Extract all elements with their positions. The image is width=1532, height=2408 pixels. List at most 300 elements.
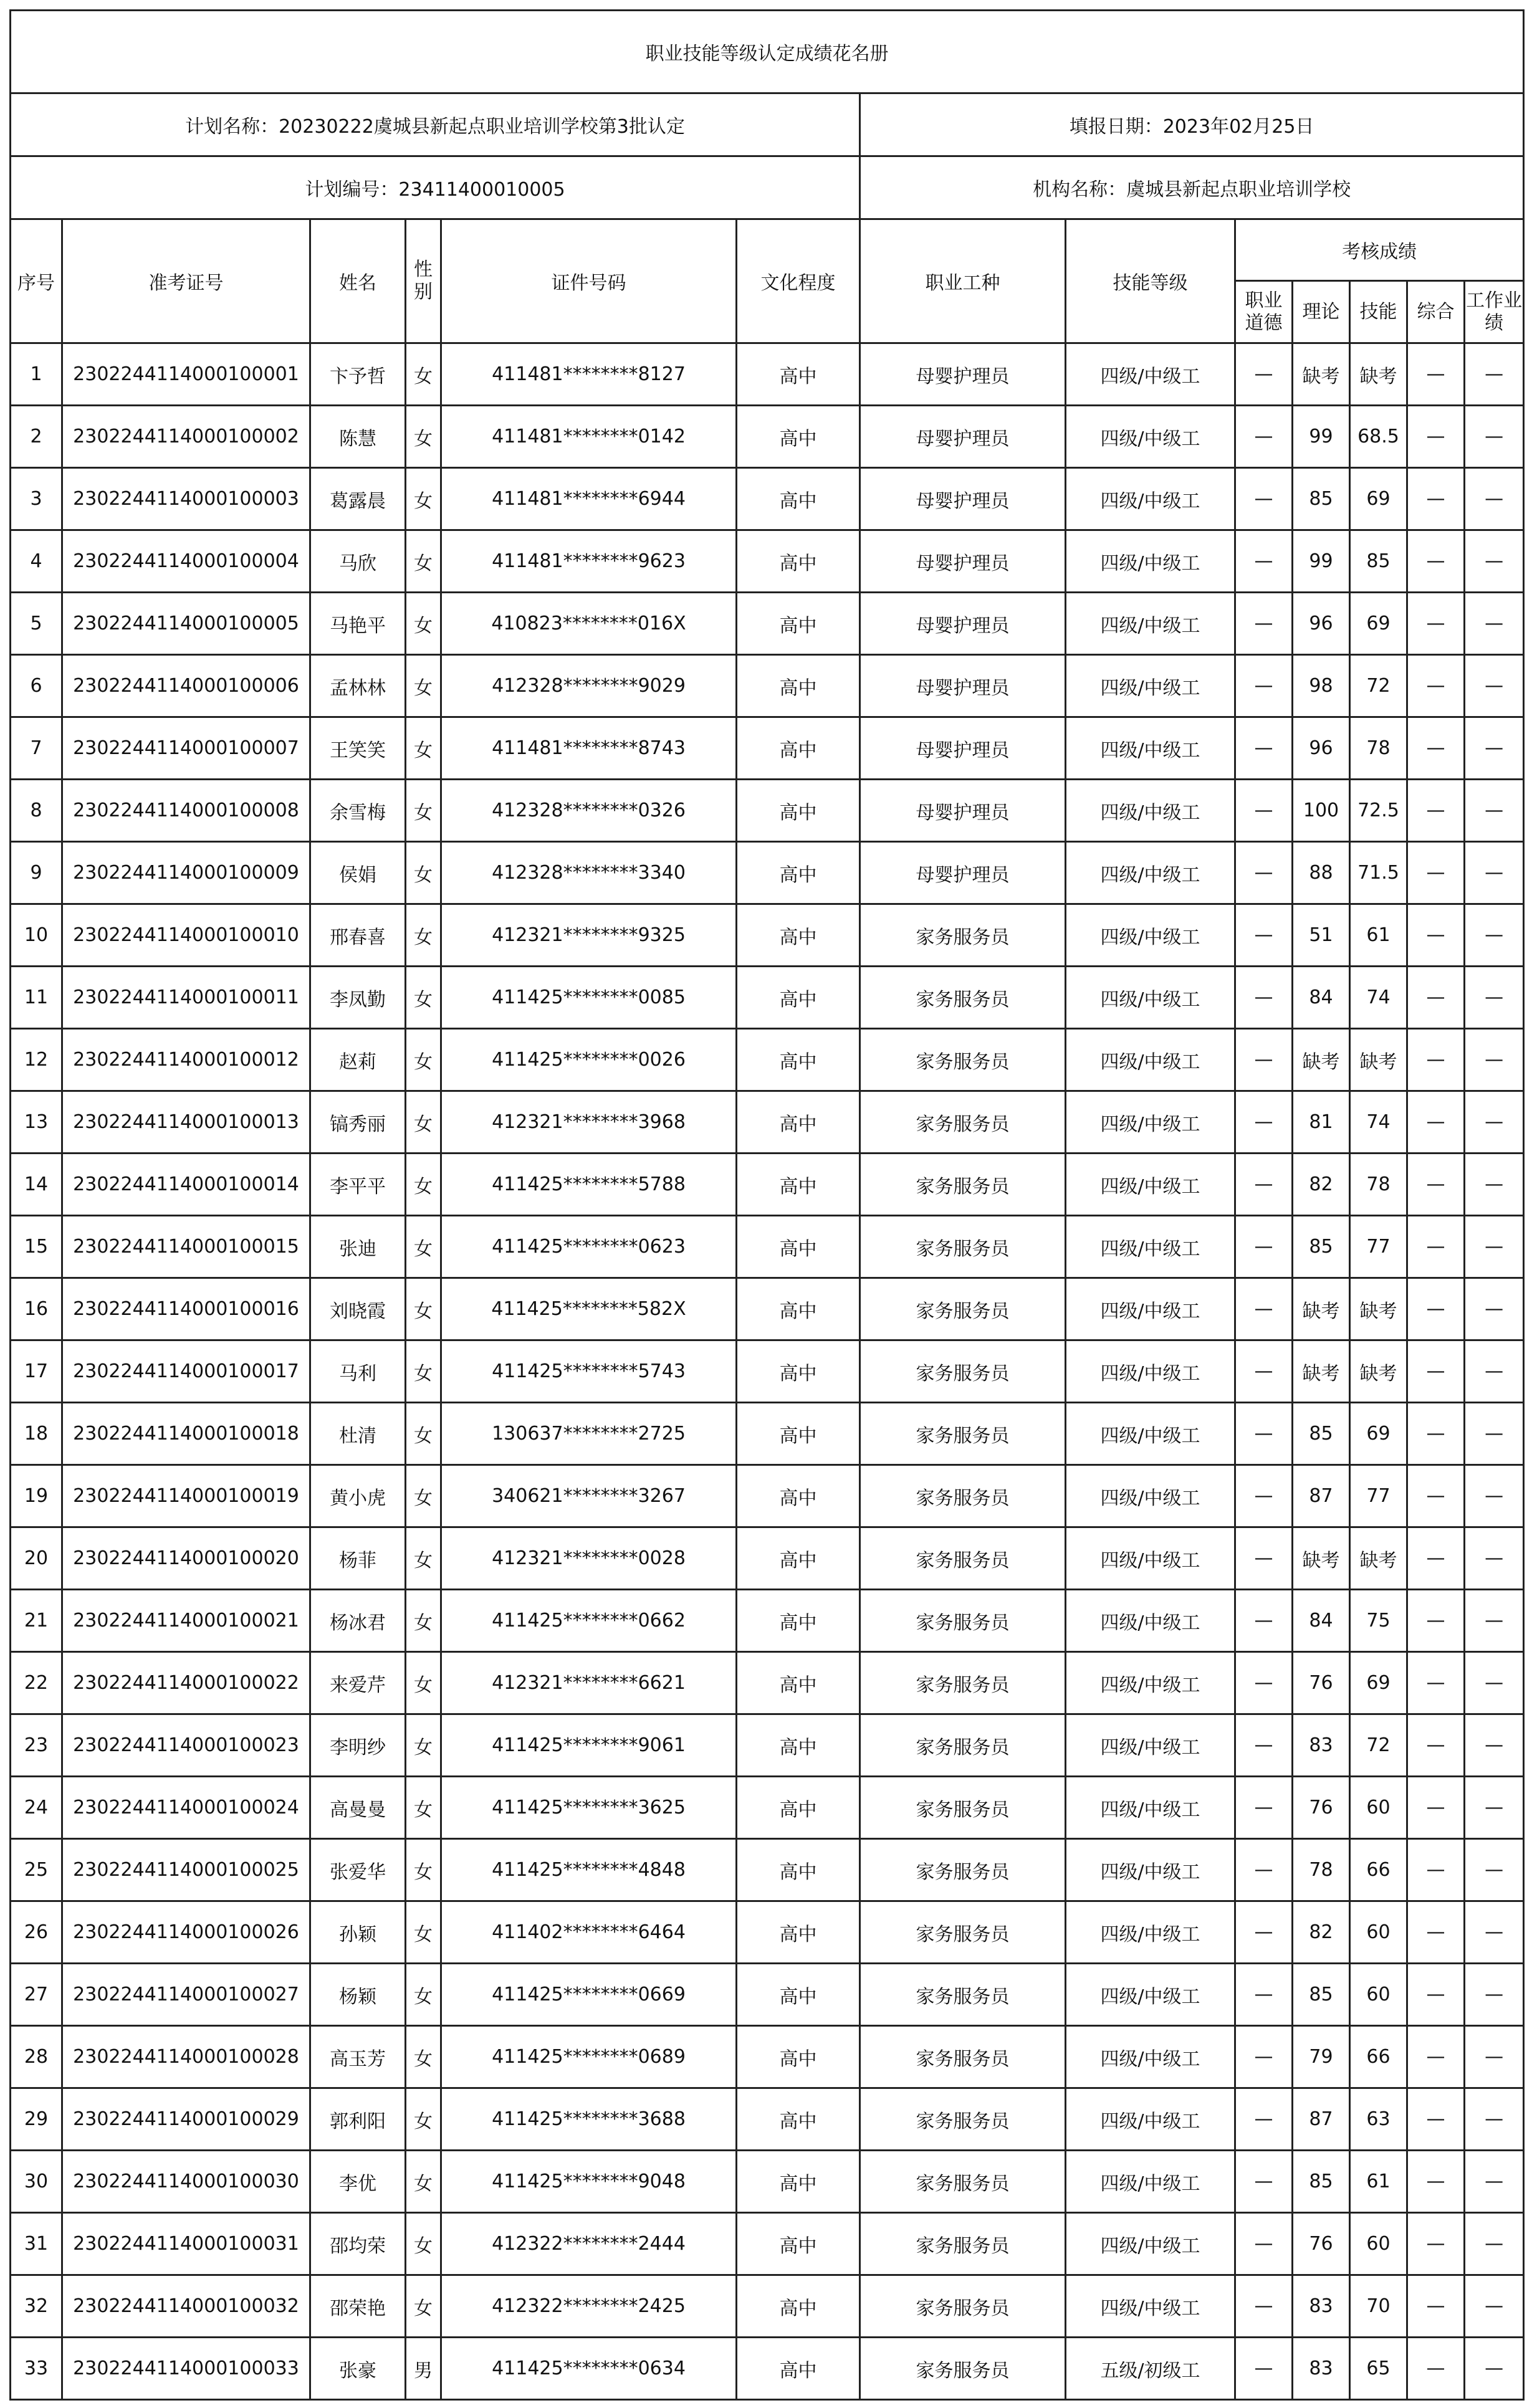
table-row — [11, 1964, 1524, 2026]
table-row — [11, 1777, 1524, 1839]
cell-skill: 69 — [1350, 593, 1407, 655]
cell-gender: 女 — [406, 1652, 441, 1714]
cell-gender: 女 — [406, 1403, 441, 1465]
cell-gender: 女 — [406, 1216, 441, 1278]
cell-skill: 缺考 — [1350, 1340, 1407, 1403]
cell-occupation: 母婴护理员 — [860, 655, 1066, 717]
cell-ethics: — — [1235, 2213, 1293, 2275]
cell-gender: 女 — [406, 1154, 441, 1216]
cell-work: — — [1465, 2338, 1524, 2400]
cell-gender: 女 — [406, 1340, 441, 1403]
cell-occupation: 家务服务员 — [860, 2338, 1066, 2400]
cell-education: 高中 — [737, 967, 860, 1029]
cell-work: — — [1465, 2213, 1524, 2275]
cell-work: — — [1465, 1839, 1524, 1901]
cell-seq: 25 — [11, 1839, 62, 1901]
cell-skill: 78 — [1350, 717, 1407, 780]
cell-overall: — — [1407, 468, 1465, 530]
cell-education: 高中 — [737, 2213, 860, 2275]
cell-overall: — — [1407, 655, 1465, 717]
cell-ethics: — — [1235, 1091, 1293, 1154]
cell-overall: — — [1407, 2088, 1465, 2151]
cell-occupation: 家务服务员 — [860, 1590, 1066, 1652]
cell-occupation: 母婴护理员 — [860, 343, 1066, 406]
cell-gender: 女 — [406, 1901, 441, 1964]
cell-occupation: 家务服务员 — [860, 1964, 1066, 2026]
cell-ethics: — — [1235, 1901, 1293, 1964]
cell-name: 余雪梅 — [310, 780, 406, 842]
cell-id-no: 411425********4848 — [441, 1839, 737, 1901]
cell-ethics: — — [1235, 530, 1293, 593]
cell-skill: 66 — [1350, 2026, 1407, 2088]
cell-id-no: 412321********3968 — [441, 1091, 737, 1154]
cell-work: — — [1465, 406, 1524, 468]
cell-theory: 99 — [1293, 530, 1350, 593]
cell-level: 四级/中级工 — [1066, 1465, 1235, 1527]
cell-id-no: 411425********5788 — [441, 1154, 737, 1216]
header-occupation: 职业工种 — [860, 219, 1066, 343]
cell-exam-no: 2302244114000100027 — [62, 1964, 310, 2026]
cell-theory: 缺考 — [1293, 343, 1350, 406]
cell-id-no: 412321********6621 — [441, 1652, 737, 1714]
table-row — [11, 1154, 1524, 1216]
cell-skill: 61 — [1350, 2151, 1407, 2213]
cell-education: 高中 — [737, 1964, 860, 2026]
cell-level: 四级/中级工 — [1066, 1839, 1235, 1901]
cell-name: 李明纱 — [310, 1714, 406, 1777]
cell-education: 高中 — [737, 842, 860, 904]
table-row — [11, 1029, 1524, 1091]
cell-exam-no: 2302244114000100016 — [62, 1278, 310, 1340]
cell-education: 高中 — [737, 1340, 860, 1403]
cell-education: 高中 — [737, 2275, 860, 2338]
cell-occupation: 母婴护理员 — [860, 468, 1066, 530]
cell-education: 高中 — [737, 717, 860, 780]
cell-exam-no: 2302244114000100017 — [62, 1340, 310, 1403]
cell-level: 四级/中级工 — [1066, 1154, 1235, 1216]
fill-date-cell — [860, 93, 1524, 156]
cell-ethics: — — [1235, 1527, 1293, 1590]
cell-work: — — [1465, 1029, 1524, 1091]
cell-overall: — — [1407, 1340, 1465, 1403]
cell-skill: 77 — [1350, 1216, 1407, 1278]
cell-level: 四级/中级工 — [1066, 904, 1235, 967]
cell-ethics: — — [1235, 1777, 1293, 1839]
cell-education: 高中 — [737, 1714, 860, 1777]
header-scores: 考核成绩 — [1235, 219, 1524, 281]
cell-name: 郭利阳 — [310, 2088, 406, 2151]
cell-occupation: 家务服务员 — [860, 2026, 1066, 2088]
cell-seq: 14 — [11, 1154, 62, 1216]
cell-exam-no: 2302244114000100031 — [62, 2213, 310, 2275]
cell-exam-no: 2302244114000100028 — [62, 2026, 310, 2088]
cell-occupation: 家务服务员 — [860, 2213, 1066, 2275]
cell-seq: 22 — [11, 1652, 62, 1714]
cell-theory: 82 — [1293, 1901, 1350, 1964]
cell-ethics: — — [1235, 967, 1293, 1029]
cell-education: 高中 — [737, 1216, 860, 1278]
cell-skill: 61 — [1350, 904, 1407, 967]
cell-seq: 20 — [11, 1527, 62, 1590]
cell-skill: 72 — [1350, 655, 1407, 717]
cell-seq: 15 — [11, 1216, 62, 1278]
cell-level: 四级/中级工 — [1066, 717, 1235, 780]
plan-no-label: 计划编号： — [305, 179, 399, 201]
cell-education: 高中 — [737, 1590, 860, 1652]
cell-occupation: 母婴护理员 — [860, 842, 1066, 904]
cell-education: 高中 — [737, 2151, 860, 2213]
cell-name: 侯娟 — [310, 842, 406, 904]
cell-gender: 女 — [406, 1278, 441, 1340]
cell-seq: 30 — [11, 2151, 62, 2213]
cell-occupation: 家务服务员 — [860, 2275, 1066, 2338]
cell-gender: 女 — [406, 1465, 441, 1527]
table-row — [11, 2088, 1524, 2151]
cell-exam-no: 2302244114000100002 — [62, 406, 310, 468]
org-label: 机构名称： — [1033, 179, 1127, 201]
cell-work: — — [1465, 343, 1524, 406]
cell-level: 四级/中级工 — [1066, 1964, 1235, 2026]
table-row — [11, 1652, 1524, 1714]
cell-theory: 85 — [1293, 1216, 1350, 1278]
cell-education: 高中 — [737, 593, 860, 655]
cell-name: 赵莉 — [310, 1029, 406, 1091]
table-row — [11, 2338, 1524, 2400]
cell-exam-no: 2302244114000100008 — [62, 780, 310, 842]
header-exam-no: 准考证号 — [62, 219, 310, 343]
cell-ethics: — — [1235, 406, 1293, 468]
cell-seq: 29 — [11, 2088, 62, 2151]
cell-seq: 21 — [11, 1590, 62, 1652]
cell-work: — — [1465, 717, 1524, 780]
header-theory: 理论 — [1293, 281, 1350, 343]
cell-ethics: — — [1235, 780, 1293, 842]
cell-overall: — — [1407, 842, 1465, 904]
cell-education: 高中 — [737, 1029, 860, 1091]
cell-gender: 女 — [406, 904, 441, 967]
org-name: 虞城县新起点职业培训学校 — [1126, 179, 1351, 201]
cell-work: — — [1465, 1340, 1524, 1403]
cell-ethics: — — [1235, 1964, 1293, 2026]
cell-name: 来爱芹 — [310, 1652, 406, 1714]
cell-name: 邵荣艳 — [310, 2275, 406, 2338]
cell-skill: 74 — [1350, 1091, 1407, 1154]
cell-skill: 72 — [1350, 1714, 1407, 1777]
cell-name: 黄小虎 — [310, 1465, 406, 1527]
cell-occupation: 母婴护理员 — [860, 717, 1066, 780]
cell-skill: 69 — [1350, 468, 1407, 530]
cell-ethics: — — [1235, 593, 1293, 655]
cell-id-no: 411425********0085 — [441, 967, 737, 1029]
cell-work: — — [1465, 530, 1524, 593]
cell-exam-no: 2302244114000100026 — [62, 1901, 310, 1964]
cell-level: 四级/中级工 — [1066, 2026, 1235, 2088]
cell-occupation: 家务服务员 — [860, 1777, 1066, 1839]
cell-id-no: 411425********3625 — [441, 1777, 737, 1839]
cell-level: 四级/中级工 — [1066, 1527, 1235, 1590]
cell-seq: 26 — [11, 1901, 62, 1964]
table-row — [11, 904, 1524, 967]
cell-skill: 75 — [1350, 1590, 1407, 1652]
page-title: 职业技能等级认定成绩花名册 — [11, 11, 1524, 93]
cell-name: 杨颖 — [310, 1964, 406, 2026]
cell-occupation: 家务服务员 — [860, 2088, 1066, 2151]
cell-theory: 84 — [1293, 1590, 1350, 1652]
table-row — [11, 1839, 1524, 1901]
cell-name: 孟林林 — [310, 655, 406, 717]
table-row — [11, 1216, 1524, 1278]
cell-theory: 96 — [1293, 593, 1350, 655]
cell-exam-no: 2302244114000100006 — [62, 655, 310, 717]
table-row — [11, 593, 1524, 655]
cell-work: — — [1465, 780, 1524, 842]
cell-ethics: — — [1235, 343, 1293, 406]
cell-exam-no: 2302244114000100032 — [62, 2275, 310, 2338]
cell-id-no: 411425********9061 — [441, 1714, 737, 1777]
cell-work: — — [1465, 1714, 1524, 1777]
cell-gender: 女 — [406, 1590, 441, 1652]
cell-theory: 76 — [1293, 1652, 1350, 1714]
cell-theory: 96 — [1293, 717, 1350, 780]
cell-exam-no: 2302244114000100018 — [62, 1403, 310, 1465]
fill-date: 2023年02月25日 — [1162, 116, 1314, 138]
cell-exam-no: 2302244114000100012 — [62, 1029, 310, 1091]
cell-work: — — [1465, 2275, 1524, 2338]
table-row — [11, 1465, 1524, 1527]
cell-education: 高中 — [737, 1091, 860, 1154]
cell-level: 四级/中级工 — [1066, 967, 1235, 1029]
cell-overall: — — [1407, 1901, 1465, 1964]
cell-id-no: 411425********9048 — [441, 2151, 737, 2213]
cell-ethics: — — [1235, 655, 1293, 717]
cell-gender: 女 — [406, 1839, 441, 1901]
cell-ethics: — — [1235, 1154, 1293, 1216]
cell-gender: 女 — [406, 1714, 441, 1777]
cell-work: — — [1465, 967, 1524, 1029]
table-row — [11, 2151, 1524, 2213]
plan-name-cell — [11, 93, 860, 156]
cell-level: 四级/中级工 — [1066, 2151, 1235, 2213]
table-row — [11, 343, 1524, 406]
table-row — [11, 780, 1524, 842]
cell-theory: 81 — [1293, 1091, 1350, 1154]
cell-theory: 87 — [1293, 2088, 1350, 2151]
table-row — [11, 2026, 1524, 2088]
cell-gender: 女 — [406, 655, 441, 717]
cell-education: 高中 — [737, 1278, 860, 1340]
cell-theory: 85 — [1293, 1964, 1350, 2026]
cell-occupation: 母婴护理员 — [860, 530, 1066, 593]
cell-work: — — [1465, 1964, 1524, 2026]
cell-education: 高中 — [737, 1901, 860, 1964]
cell-exam-no: 2302244114000100019 — [62, 1465, 310, 1527]
cell-theory: 83 — [1293, 1714, 1350, 1777]
cell-id-no: 411425********3688 — [441, 2088, 737, 2151]
header-education: 文化程度 — [737, 219, 860, 343]
header-overall: 综合 — [1407, 281, 1465, 343]
cell-education: 高中 — [737, 2026, 860, 2088]
cell-level: 四级/中级工 — [1066, 1777, 1235, 1839]
cell-theory: 78 — [1293, 1839, 1350, 1901]
cell-overall: — — [1407, 780, 1465, 842]
cell-overall: — — [1407, 717, 1465, 780]
cell-id-no: 411425********5743 — [441, 1340, 737, 1403]
cell-name: 孙颖 — [310, 1901, 406, 1964]
cell-education: 高中 — [737, 904, 860, 967]
cell-ethics: — — [1235, 904, 1293, 967]
plan-name-label: 计划名称： — [185, 116, 279, 138]
cell-seq: 24 — [11, 1777, 62, 1839]
cell-seq: 7 — [11, 717, 62, 780]
cell-gender: 女 — [406, 468, 441, 530]
cell-level: 四级/中级工 — [1066, 1091, 1235, 1154]
cell-occupation: 家务服务员 — [860, 967, 1066, 1029]
cell-id-no: 412322********2425 — [441, 2275, 737, 2338]
cell-seq: 17 — [11, 1340, 62, 1403]
cell-id-no: 411481********8743 — [441, 717, 737, 780]
cell-theory: 100 — [1293, 780, 1350, 842]
cell-id-no: 411425********0662 — [441, 1590, 737, 1652]
cell-ethics: — — [1235, 1714, 1293, 1777]
cell-theory: 76 — [1293, 1777, 1350, 1839]
cell-overall: — — [1407, 1029, 1465, 1091]
cell-theory: 85 — [1293, 2151, 1350, 2213]
table-row — [11, 1590, 1524, 1652]
cell-ethics: — — [1235, 1839, 1293, 1901]
table-row — [11, 1278, 1524, 1340]
cell-occupation: 家务服务员 — [860, 1527, 1066, 1590]
cell-education: 高中 — [737, 530, 860, 593]
cell-work: — — [1465, 1652, 1524, 1714]
cell-theory: 缺考 — [1293, 1029, 1350, 1091]
cell-exam-no: 2302244114000100020 — [62, 1527, 310, 1590]
cell-exam-no: 2302244114000100033 — [62, 2338, 310, 2400]
cell-id-no: 411481********9623 — [441, 530, 737, 593]
cell-overall: — — [1407, 1714, 1465, 1777]
cell-occupation: 家务服务员 — [860, 1403, 1066, 1465]
cell-id-no: 411481********6944 — [441, 468, 737, 530]
cell-seq: 23 — [11, 1714, 62, 1777]
cell-ethics: — — [1235, 2151, 1293, 2213]
cell-education: 高中 — [737, 1652, 860, 1714]
cell-education: 高中 — [737, 468, 860, 530]
cell-exam-no: 2302244114000100029 — [62, 2088, 310, 2151]
cell-name: 高玉芳 — [310, 2026, 406, 2088]
cell-skill: 68.5 — [1350, 406, 1407, 468]
cell-level: 四级/中级工 — [1066, 1029, 1235, 1091]
cell-occupation: 家务服务员 — [860, 1340, 1066, 1403]
cell-level: 五级/初级工 — [1066, 2338, 1235, 2400]
cell-education: 高中 — [737, 2088, 860, 2151]
org-cell — [860, 156, 1524, 219]
cell-skill: 72.5 — [1350, 780, 1407, 842]
cell-theory: 76 — [1293, 2213, 1350, 2275]
cell-seq: 16 — [11, 1278, 62, 1340]
cell-level: 四级/中级工 — [1066, 1403, 1235, 1465]
cell-theory: 84 — [1293, 967, 1350, 1029]
cell-ethics: — — [1235, 1216, 1293, 1278]
cell-seq: 10 — [11, 904, 62, 967]
cell-theory: 85 — [1293, 1403, 1350, 1465]
cell-skill: 60 — [1350, 1777, 1407, 1839]
cell-level: 四级/中级工 — [1066, 1714, 1235, 1777]
cell-seq: 32 — [11, 2275, 62, 2338]
cell-level: 四级/中级工 — [1066, 406, 1235, 468]
cell-exam-no: 2302244114000100025 — [62, 1839, 310, 1901]
cell-overall: — — [1407, 1154, 1465, 1216]
cell-overall: — — [1407, 1278, 1465, 1340]
cell-skill: 63 — [1350, 2088, 1407, 2151]
cell-id-no: 411425********0623 — [441, 1216, 737, 1278]
cell-gender: 女 — [406, 2088, 441, 2151]
cell-gender: 女 — [406, 2151, 441, 2213]
cell-level: 四级/中级工 — [1066, 1901, 1235, 1964]
cell-overall: — — [1407, 1964, 1465, 2026]
cell-overall: — — [1407, 1777, 1465, 1839]
table-row — [11, 1091, 1524, 1154]
cell-theory: 缺考 — [1293, 1340, 1350, 1403]
cell-name: 镐秀丽 — [310, 1091, 406, 1154]
table-row — [11, 468, 1524, 530]
header-ethics: 职业道德 — [1235, 281, 1293, 343]
cell-theory: 缺考 — [1293, 1527, 1350, 1590]
cell-theory: 85 — [1293, 468, 1350, 530]
cell-name: 张豪 — [310, 2338, 406, 2400]
header-skill: 技能 — [1350, 281, 1407, 343]
cell-work: — — [1465, 468, 1524, 530]
cell-overall: — — [1407, 1216, 1465, 1278]
score-roster-table — [9, 9, 1525, 2401]
cell-work: — — [1465, 1216, 1524, 1278]
cell-theory: 79 — [1293, 2026, 1350, 2088]
cell-seq: 12 — [11, 1029, 62, 1091]
fill-date-label: 填报日期： — [1069, 116, 1163, 138]
cell-level: 四级/中级工 — [1066, 655, 1235, 717]
plan-no: 23411400010005 — [398, 179, 565, 201]
cell-overall: — — [1407, 2338, 1465, 2400]
cell-name: 高曼曼 — [310, 1777, 406, 1839]
cell-skill: 60 — [1350, 2213, 1407, 2275]
cell-level: 四级/中级工 — [1066, 468, 1235, 530]
cell-seq: 28 — [11, 2026, 62, 2088]
cell-overall: — — [1407, 1091, 1465, 1154]
cell-id-no: 340621********3267 — [441, 1465, 737, 1527]
cell-level: 四级/中级工 — [1066, 1278, 1235, 1340]
cell-occupation: 家务服务员 — [860, 1216, 1066, 1278]
cell-exam-no: 2302244114000100013 — [62, 1091, 310, 1154]
cell-ethics: — — [1235, 1403, 1293, 1465]
cell-gender: 女 — [406, 780, 441, 842]
cell-skill: 65 — [1350, 2338, 1407, 2400]
cell-gender: 女 — [406, 1091, 441, 1154]
cell-gender: 女 — [406, 2275, 441, 2338]
cell-occupation: 家务服务员 — [860, 1465, 1066, 1527]
cell-name: 张迪 — [310, 1216, 406, 1278]
cell-id-no: 412322********2444 — [441, 2213, 737, 2275]
cell-ethics: — — [1235, 2026, 1293, 2088]
header-name: 姓名 — [310, 219, 406, 343]
cell-name: 马艳平 — [310, 593, 406, 655]
cell-ethics: — — [1235, 1340, 1293, 1403]
cell-education: 高中 — [737, 1403, 860, 1465]
cell-theory: 51 — [1293, 904, 1350, 967]
cell-level: 四级/中级工 — [1066, 2275, 1235, 2338]
table-row — [11, 2213, 1524, 2275]
table-row — [11, 1527, 1524, 1590]
cell-ethics: — — [1235, 1652, 1293, 1714]
cell-occupation: 家务服务员 — [860, 1901, 1066, 1964]
table-row — [11, 406, 1524, 468]
